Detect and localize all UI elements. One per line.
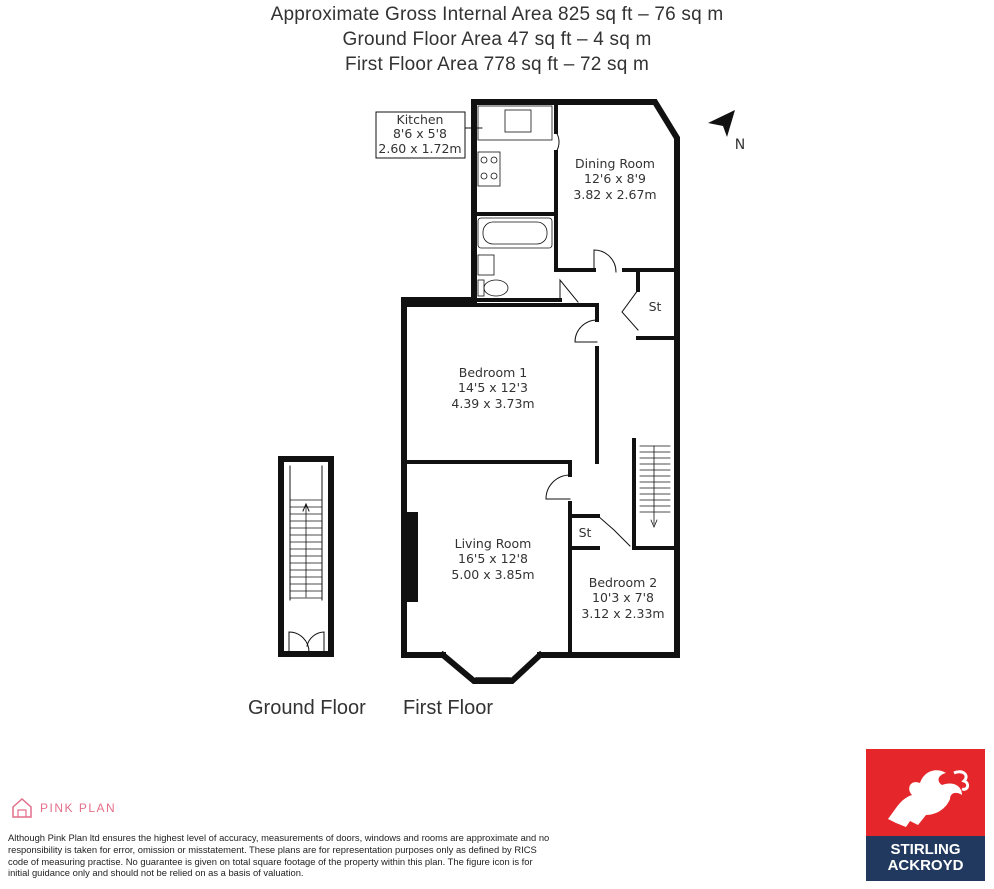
disclaimer: Although Pink Plan ltd ensures the highest level of accuracy, measurements of doors, windows and rooms are approximate and no responsibility is taken for error, omission or misstatement. These plans are for representation purposes only as defined by RICS code of measuring practise. No guarantee is given on total square footage of the property within this plan. The figure icon is for initial guidance only and should not be relied on as a basis of valuation. <box>8 832 550 879</box>
store-label-2: St <box>578 525 592 540</box>
kitchen-imperial: 8'6 x 5'8 <box>392 126 448 141</box>
bedroom2-imperial: 10'3 x 7'8 <box>592 590 654 605</box>
first-floor-label: First Floor <box>403 697 493 719</box>
store-label-1: St <box>648 299 662 314</box>
living-name: Living Room <box>454 536 532 551</box>
agent-name-line2: ACKROYD <box>887 857 964 874</box>
living-imperial: 16'5 x 12'8 <box>458 551 528 566</box>
ground-floor-stairwell <box>281 459 331 654</box>
dining-imperial: 12'6 x 8'9 <box>584 171 646 186</box>
stirling-ackroyd-logo <box>866 749 985 881</box>
bedroom1-name: Bedroom 1 <box>458 365 528 380</box>
bedroom1-metric: 4.39 x 3.73m <box>451 396 535 411</box>
bedroom1-imperial: 14'5 x 12'3 <box>458 380 528 395</box>
compass-label: N <box>734 137 746 153</box>
pink-plan-logo <box>10 796 116 820</box>
gross-area-heading: Approximate Gross Internal Area 825 sq ft – 76 sq m <box>270 4 724 25</box>
pink-plan-text: PINK PLAN <box>40 801 117 815</box>
bedroom2-metric: 3.12 x 2.33m <box>581 606 665 621</box>
first-floor-area-heading: First Floor Area 778 sq ft – 72 sq m <box>345 54 649 75</box>
kitchen-metric: 2.60 x 1.72m <box>378 141 462 156</box>
compass-icon <box>708 110 735 137</box>
kitchen-name: Kitchen <box>396 112 444 127</box>
living-metric: 5.00 x 3.85m <box>451 567 535 582</box>
dining-name: Dining Room <box>575 156 655 171</box>
first-floor-stairs <box>640 446 670 527</box>
agent-name-line1: STIRLING <box>890 841 961 858</box>
ground-floor-label: Ground Floor <box>248 697 366 719</box>
griffin-icon <box>866 749 985 836</box>
house-icon <box>10 796 34 820</box>
bedroom2-name: Bedroom 2 <box>588 575 658 590</box>
ground-floor-area-heading: Ground Floor Area 47 sq ft – 4 sq m <box>342 29 652 50</box>
dining-metric: 3.82 x 2.67m <box>573 187 657 202</box>
